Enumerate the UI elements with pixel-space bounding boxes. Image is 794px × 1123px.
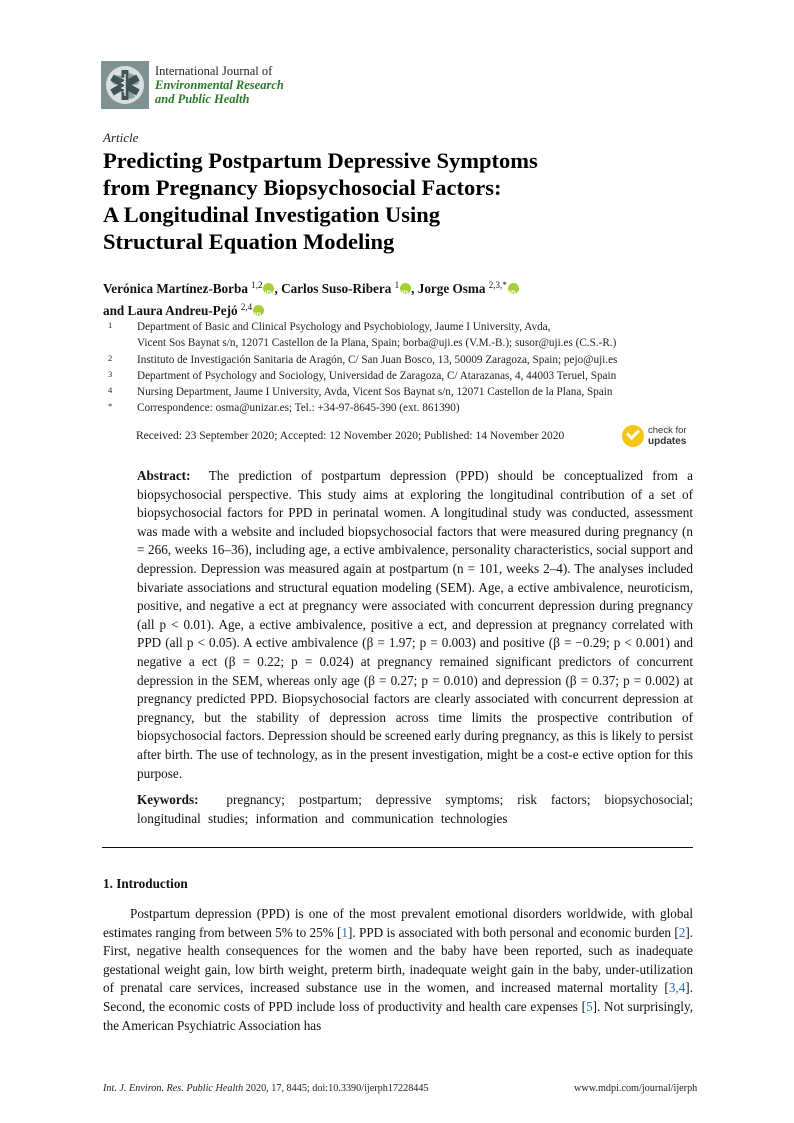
title-line: Predicting Postpartum Depressive Symptoms <box>103 148 538 173</box>
affiliation-text: Nursing Department, Jaume I University, Avda, Vicent Sos Baynat s/n, 12071 Castellon de la Plana, Spain <box>137 386 613 399</box>
author-affil-sup: 1 <box>394 280 400 290</box>
affiliation-number: 3 <box>108 368 113 379</box>
citation-link[interactable]: 1 <box>341 924 348 940</box>
abstract-text: The prediction of postpartum depression (PPD) should be conceptualized from a biopsychosocial perspective. This study aims at exploring the longitudinal contribution of a set of biopsychosocial factors for PPD in perinatal women. A longitudinal study was conducted, assessment was made with a website and included biopsychosocial factors that were measured during pregnancy (n = 266, weeks 16–36), including age, a ective ambivalence, personality characteristics, social support and depression. Depression was measured again at postpartum (n = 101, weeks 2–4). The analyses included bivariate associations and structural equation modeling (SEM). Age, a ective ambivalence, neuroticism, positive, and negative a ect at pregnancy were associated with concurrent depression during pregnancy (all p < 0.01). Age, a ective ambivalence, positive a ect, and depression at pregnancy correlated with PPD (all p < 0.05). A ective ambivalence (β = 1.97; p = 0.003) and positive (β = −0.29; p < 0.001) and negative a ect (β = 0.22; p = 0.024) at pregnancy remained significant predictors of concurrent depression in the SEM, whereas only age (β = 0.27; p = 0.010) and depression (β = 0.37; p = 0.002) at pregnancy predicted PPD. Biopsychosocial factors are clearly associated with concurrent depression at pregnancy, but the stability of depression across time limits the prospective contribution of biopsychosocial factors. Depression should be screened early during pregnancy, as this is likely to persist after birth. The use of technology, as in the present investigation, might be a cost-e ective option for this purpose. <box>137 468 693 781</box>
citation-link[interactable]: 2 <box>678 924 686 940</box>
affiliation-item <box>108 368 708 384</box>
author-name: and Laura Andreu-Pejó <box>103 303 238 318</box>
correspondence-text: Correspondence: osma@unizar.es; Tel.: +34-97-8645-390 (ext. 861390) <box>137 402 460 415</box>
citation-link[interactable]: 3,4 <box>668 980 686 996</box>
publication-dates: Received: 23 September 2020; Accepted: 12 November 2020; Published: 14 November 2020 <box>136 430 565 442</box>
paragraph-text: Postpartum depression (PPD) is one of the most prevalent emotional disorders worldwide, with global estimates ranging from between 5% to 25% [ <box>103 906 693 940</box>
journal-name-line2: Environmental Research <box>155 78 284 92</box>
citation-link[interactable]: 5 <box>586 998 593 1014</box>
keywords-text: pregnancy; postpartum; depressive symptoms; risk factors; biopsychosocial; longitudinal studies; information and communication technologies <box>137 792 693 826</box>
paragraph-text: ]. Second, the economic costs of PPD include loss of productivity and health care expenses [ <box>103 980 693 1014</box>
section-heading: 1. Introduction <box>103 876 188 891</box>
affiliation-text: Instituto de Investigación Sanitaria de Aragón, C/ San Juan Bosco, 13, 50009 Zaragoza, Spain; pejo@uji.es <box>137 353 618 366</box>
affiliation-text: Vicent Sos Baynat s/n, 12071 Castellon de la Plana, Spain; borba@uji.es (V.M.-B.); susor@uji.es (C.S.-R.) <box>137 337 617 350</box>
journal-logo <box>101 61 149 109</box>
affiliation-number: * <box>108 401 113 412</box>
author-name: Verónica Martínez-Borba <box>103 281 248 296</box>
introduction-text <box>103 905 693 1035</box>
title-line: from Pregnancy Biopsychosocial Factors: <box>103 175 502 200</box>
article-type: Article <box>103 130 139 145</box>
author-affil-sup: 2,3,* <box>488 280 507 290</box>
affiliation-number: 2 <box>108 352 113 363</box>
author-affil-sup: 2,4 <box>240 302 253 312</box>
correspondence-item <box>108 400 708 416</box>
affiliation-item <box>108 319 708 352</box>
section-divider <box>102 847 693 848</box>
paragraph <box>103 905 693 1035</box>
orcid-icon[interactable] <box>263 283 274 294</box>
paper-title <box>103 147 663 255</box>
journal-name-line3: and Public Health <box>155 92 250 106</box>
title-line: Structural Equation Modeling <box>103 229 395 254</box>
orcid-icon[interactable] <box>508 283 519 294</box>
check-for-updates-button[interactable] <box>622 423 702 451</box>
check-for-updates-label: check for <box>648 425 687 436</box>
check-for-updates-label: updates <box>648 436 687 447</box>
affiliations <box>108 319 708 417</box>
affiliation-item <box>108 384 708 400</box>
paragraph-text: ]. PPD is associated with both personal and economic burden [ <box>348 924 679 940</box>
footer-url[interactable]: www.mdpi.com/journal/ijerph <box>574 1083 698 1094</box>
journal-name-line1: International Journal of <box>155 64 273 78</box>
paragraph-text: ]. First, negative health consequences for the women and the baby have been reported, such as inadequate gestational weight gain, low birth weight, preterm birth, inadequate weight gain in the baby, under-utilization of prenatal care services, increased substance use in the women, and increased maternal mortality [ <box>103 924 694 996</box>
affiliation-text: Department of Psychology and Sociology, Universidad de Zaragoza, C/ Atarazanas, 4, 44003 Teruel, Spain <box>137 369 617 382</box>
affiliation-item <box>108 352 708 368</box>
affiliation-text: Department of Basic and Clinical Psychology and Psychobiology, Jaume I University, Avda, <box>137 321 551 333</box>
footer-citation <box>103 1083 429 1094</box>
abstract <box>137 467 693 783</box>
author-affil-sup: 1,2 <box>251 280 263 290</box>
keywords-label: Keywords: <box>137 792 199 807</box>
orcid-icon[interactable] <box>400 283 411 294</box>
author-list: Verónica Martínez-Borba $^{1,2}$ iD , Carlos Suso-Ribera $^1$ iD , Jorge Osma $^{2,3,*}$iD and Laura Andreu-Pejó $^{2,4}$iD <box>103 276 663 320</box>
paragraph-text: ]. Not surprisingly, the American Psychiatric Association has <box>103 998 694 1033</box>
title-line: A Longitudinal Investigation Using <box>103 202 440 227</box>
affiliation-number: 1 <box>108 320 113 330</box>
author-name: Jorge Osma <box>417 281 486 296</box>
globe-star-of-life-icon <box>101 61 149 109</box>
affiliation-number: 4 <box>108 385 113 396</box>
author-name: Carlos Suso-Ribera <box>281 281 392 296</box>
orcid-icon[interactable] <box>253 305 264 316</box>
keywords <box>137 791 693 828</box>
footer-journal-abbrev: Int. J. Environ. Res. Public Health <box>103 1083 244 1094</box>
check-badge-icon <box>622 425 644 447</box>
footer-doi[interactable]: 2020, 17, 8445; doi:10.3390/ijerph17228445 <box>245 1083 429 1094</box>
journal-name <box>155 64 284 106</box>
abstract-label: Abstract: <box>137 468 191 483</box>
